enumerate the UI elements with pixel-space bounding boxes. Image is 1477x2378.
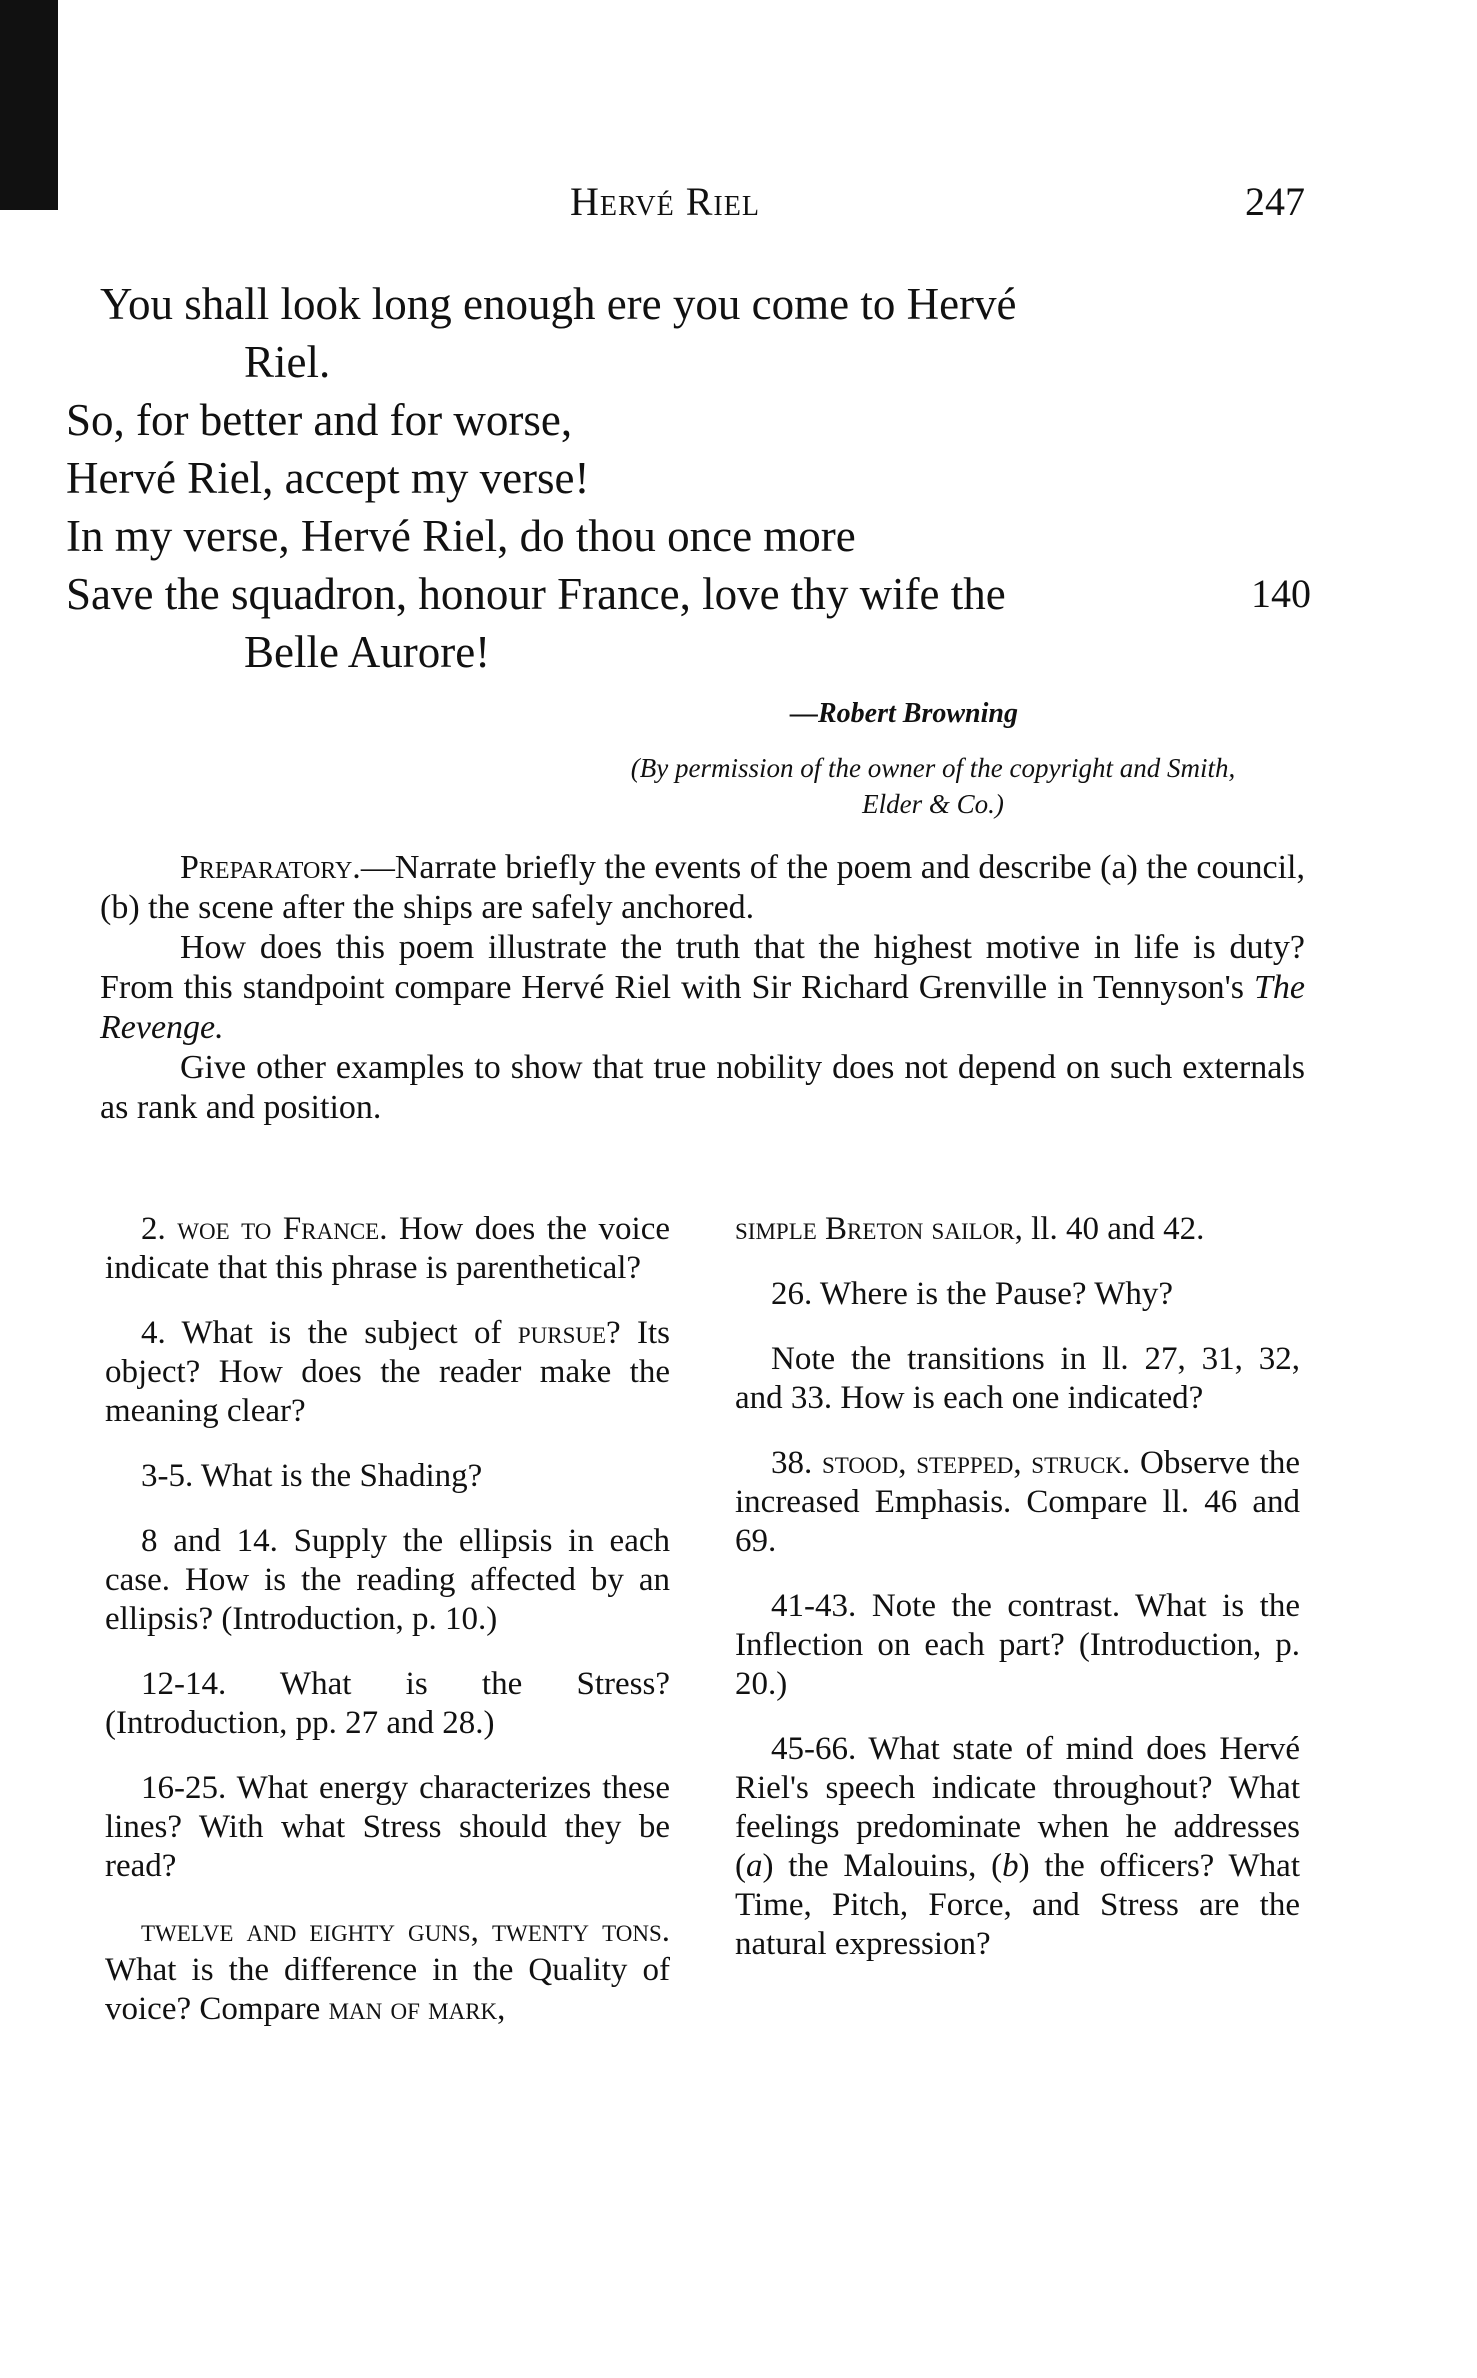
notes-left-column [105, 1210, 670, 2055]
note-item: 4. What is the subject of pursue? Its object? How does the reader make the meaning clear? [105, 1315, 671, 1429]
preparatory-section [100, 848, 1305, 1128]
running-head: Hervé Riel [570, 179, 760, 224]
page-number: 247 [1245, 179, 1305, 224]
note-item: 12-14. What is the Stress? (Introduction, pp. 27 and 28.) [105, 1666, 670, 1741]
poem-line: Hervé Riel, accept my verse! [66, 453, 590, 503]
work-title: The Revenge. [100, 969, 1305, 1046]
note-item: 26. Where is the Pause? Why? [771, 1276, 1173, 1312]
poem-line: You shall look long enough ere you come to Hervé [100, 279, 1017, 329]
preparatory-paragraph [100, 928, 1305, 1048]
preparatory-paragraph: Give other examples to show that true nobility does not depend on such externals as rank and position. [100, 1049, 1305, 1126]
preparatory-label: Preparatory. [180, 849, 361, 886]
permission-note: (By permission of the owner of the copyright and Smith, Elder & Co.) [630, 753, 1236, 819]
note-item: 16-25. What energy characterizes these lines? With what Stress should they be read? [105, 1770, 670, 1884]
poem-line: So, for better and for worse, [66, 395, 573, 445]
preparatory-paragraph [100, 848, 1305, 928]
poem-line: Belle Aurore! [244, 627, 491, 677]
note-item: 8 and 14. Supply the ellipsis in each case. How is the reading affected by an ellipsis? (Introduction, p. 10.) [105, 1523, 670, 1637]
poem-line: Riel. [244, 337, 331, 387]
poem-line [66, 565, 1470, 623]
line-number: 140 [1251, 571, 1311, 616]
notes-right-column [735, 1210, 1300, 1990]
note-item: 45-66. What state of mind does Hervé Riel's speech indicate throughout? What feelings predominate when he addresses (a) the Malouins, (b) the officers? What Time, Pitch, Force, and Stress are the natural expression? [735, 1731, 1300, 1962]
note-item: simple Breton sailor, ll. 40 and 42. [735, 1211, 1205, 1247]
note-item: 3-5. What is the Shading? [141, 1458, 483, 1494]
preparatory-text: —Narrate briefly the events of the poem and describe (a) the council, (b) the scene after the ships are safely anchored. [100, 849, 1305, 926]
preparatory-text: How does this poem illustrate the truth that the highest motive in life is duty? From this standpoint compare Hervé Riel with Sir Richard Grenville in Tennyson's [100, 929, 1305, 1006]
author-attribution: —Robert Browning [790, 698, 1018, 729]
note-item: 41-43. Note the contrast. What is the Inflection on each part? (Introduction, p. 20.) [735, 1588, 1300, 1702]
poem-stanza [66, 275, 1470, 681]
poem-line: In my verse, Hervé Riel, do thou once more [66, 511, 856, 561]
note-item: Note the transitions in ll. 27, 31, 32, and 33. How is each one indicated? [735, 1341, 1300, 1416]
note-item: 38. stood, stepped, struck. Observe the increased Emphasis. Compare ll. 46 and 69. [735, 1445, 1300, 1559]
binding-edge-mark [0, 0, 58, 210]
poem-line-text: Save the squadron, honour France, love thy wife the [66, 569, 1006, 619]
note-item: 2. woe to France. How does the voice indicate that this phrase is parenthetical? [105, 1211, 671, 1286]
note-item: twelve and eighty guns, twenty tons. What is the difference in the Quality of voice? Compare man of mark, [105, 1913, 670, 2027]
